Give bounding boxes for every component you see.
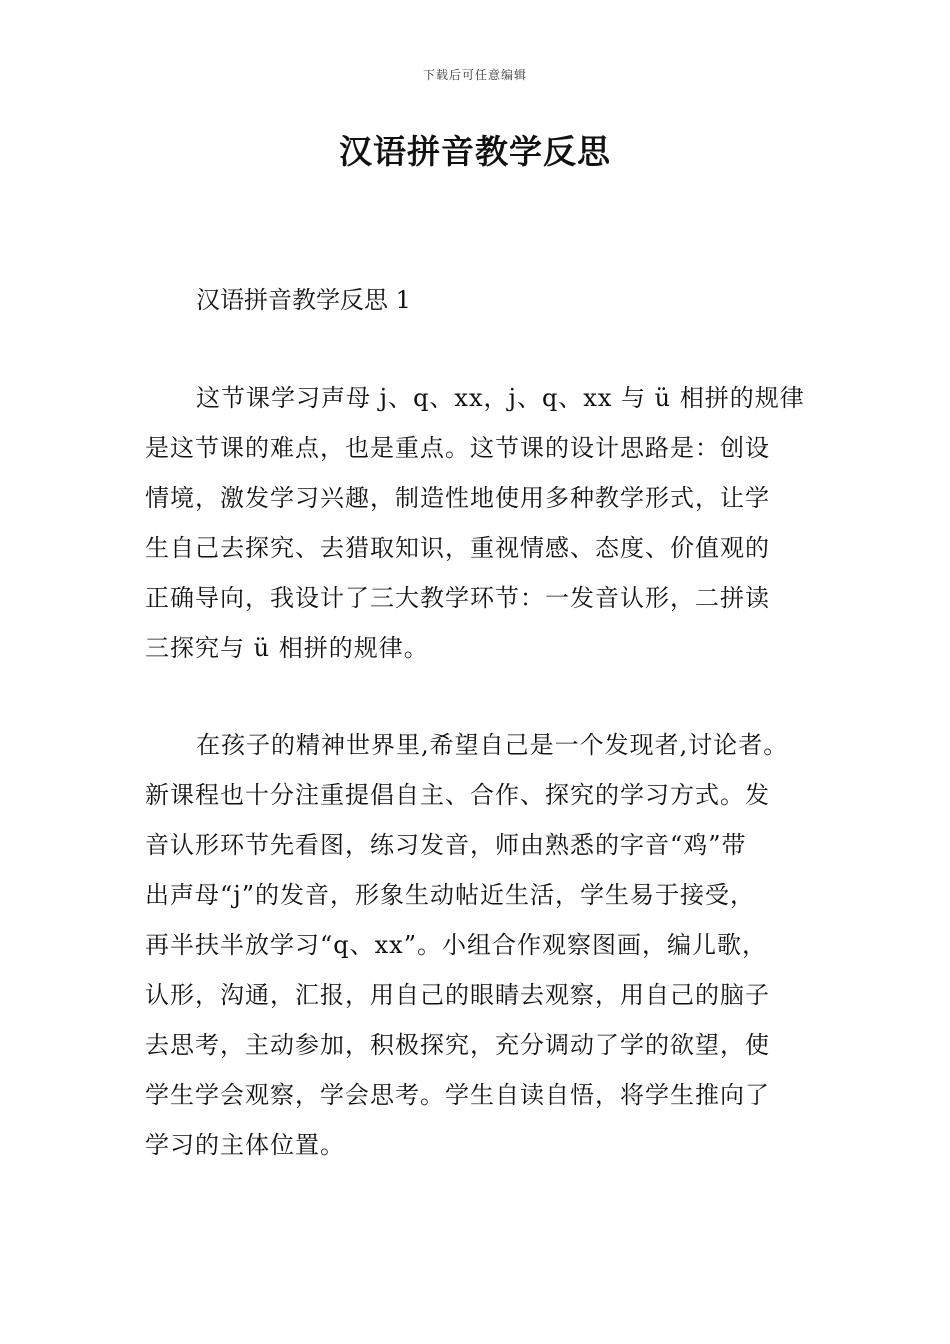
paragraph-line: 正确导向，我设计了三大教学环节：一发音认形，二拼读 <box>145 584 770 612</box>
paragraph-line: 学习的主体位置。 <box>145 1131 345 1159</box>
paragraph-line: 再半扶半放学习“q、xx”。小组合作观察图画，编儿歌， <box>145 931 767 959</box>
paragraph-line: 去思考，主动参加，积极探究，充分调动了学的欲望，使 <box>145 1031 770 1059</box>
paragraph-line: 新课程也十分注重提倡自主、合作、探究的学习方式。发 <box>145 781 770 809</box>
paragraph-line: 认形，沟通，汇报，用自己的眼睛去观察，用自己的脑子 <box>145 981 770 1009</box>
paragraph-line: 是这节课的难点，也是重点。这节课的设计思路是：创设 <box>145 434 770 462</box>
paragraph-line: 学生学会观察，学会思考。学生自读自悟，将学生推向了 <box>145 1081 770 1109</box>
paragraph-line: 三探究与 ü 相拼的规律。 <box>145 634 429 662</box>
section-heading: 汉语拼音教学反思 1 <box>196 286 411 314</box>
paragraph-line: 这节课学习声母 j、q、xx，j、q、xx 与 ü 相拼的规律 <box>196 384 805 412</box>
paragraph-line: 生自己去探究、去猎取知识，重视情感、态度、价值观的 <box>145 534 770 562</box>
paragraph-2 <box>145 720 810 1170</box>
paragraph-line: 音认形环节先看图，练习发音，师由熟悉的字音“鸡”带 <box>145 831 747 859</box>
paragraph-1 <box>145 373 810 673</box>
paragraph-line: 在孩子的精神世界里,希望自己是一个发现者,讨论者。 <box>196 731 789 759</box>
header-note: 下载后可任意编辑 <box>422 68 527 82</box>
paragraph-line: 情境，激发学习兴趣，制造性地使用多种教学形式，让学 <box>145 484 770 512</box>
paragraph-line: 出声母“j”的发音，形象生动帖近生活，学生易于接受， <box>145 881 755 909</box>
document-title: 汉语拼音教学反思 <box>339 132 611 171</box>
